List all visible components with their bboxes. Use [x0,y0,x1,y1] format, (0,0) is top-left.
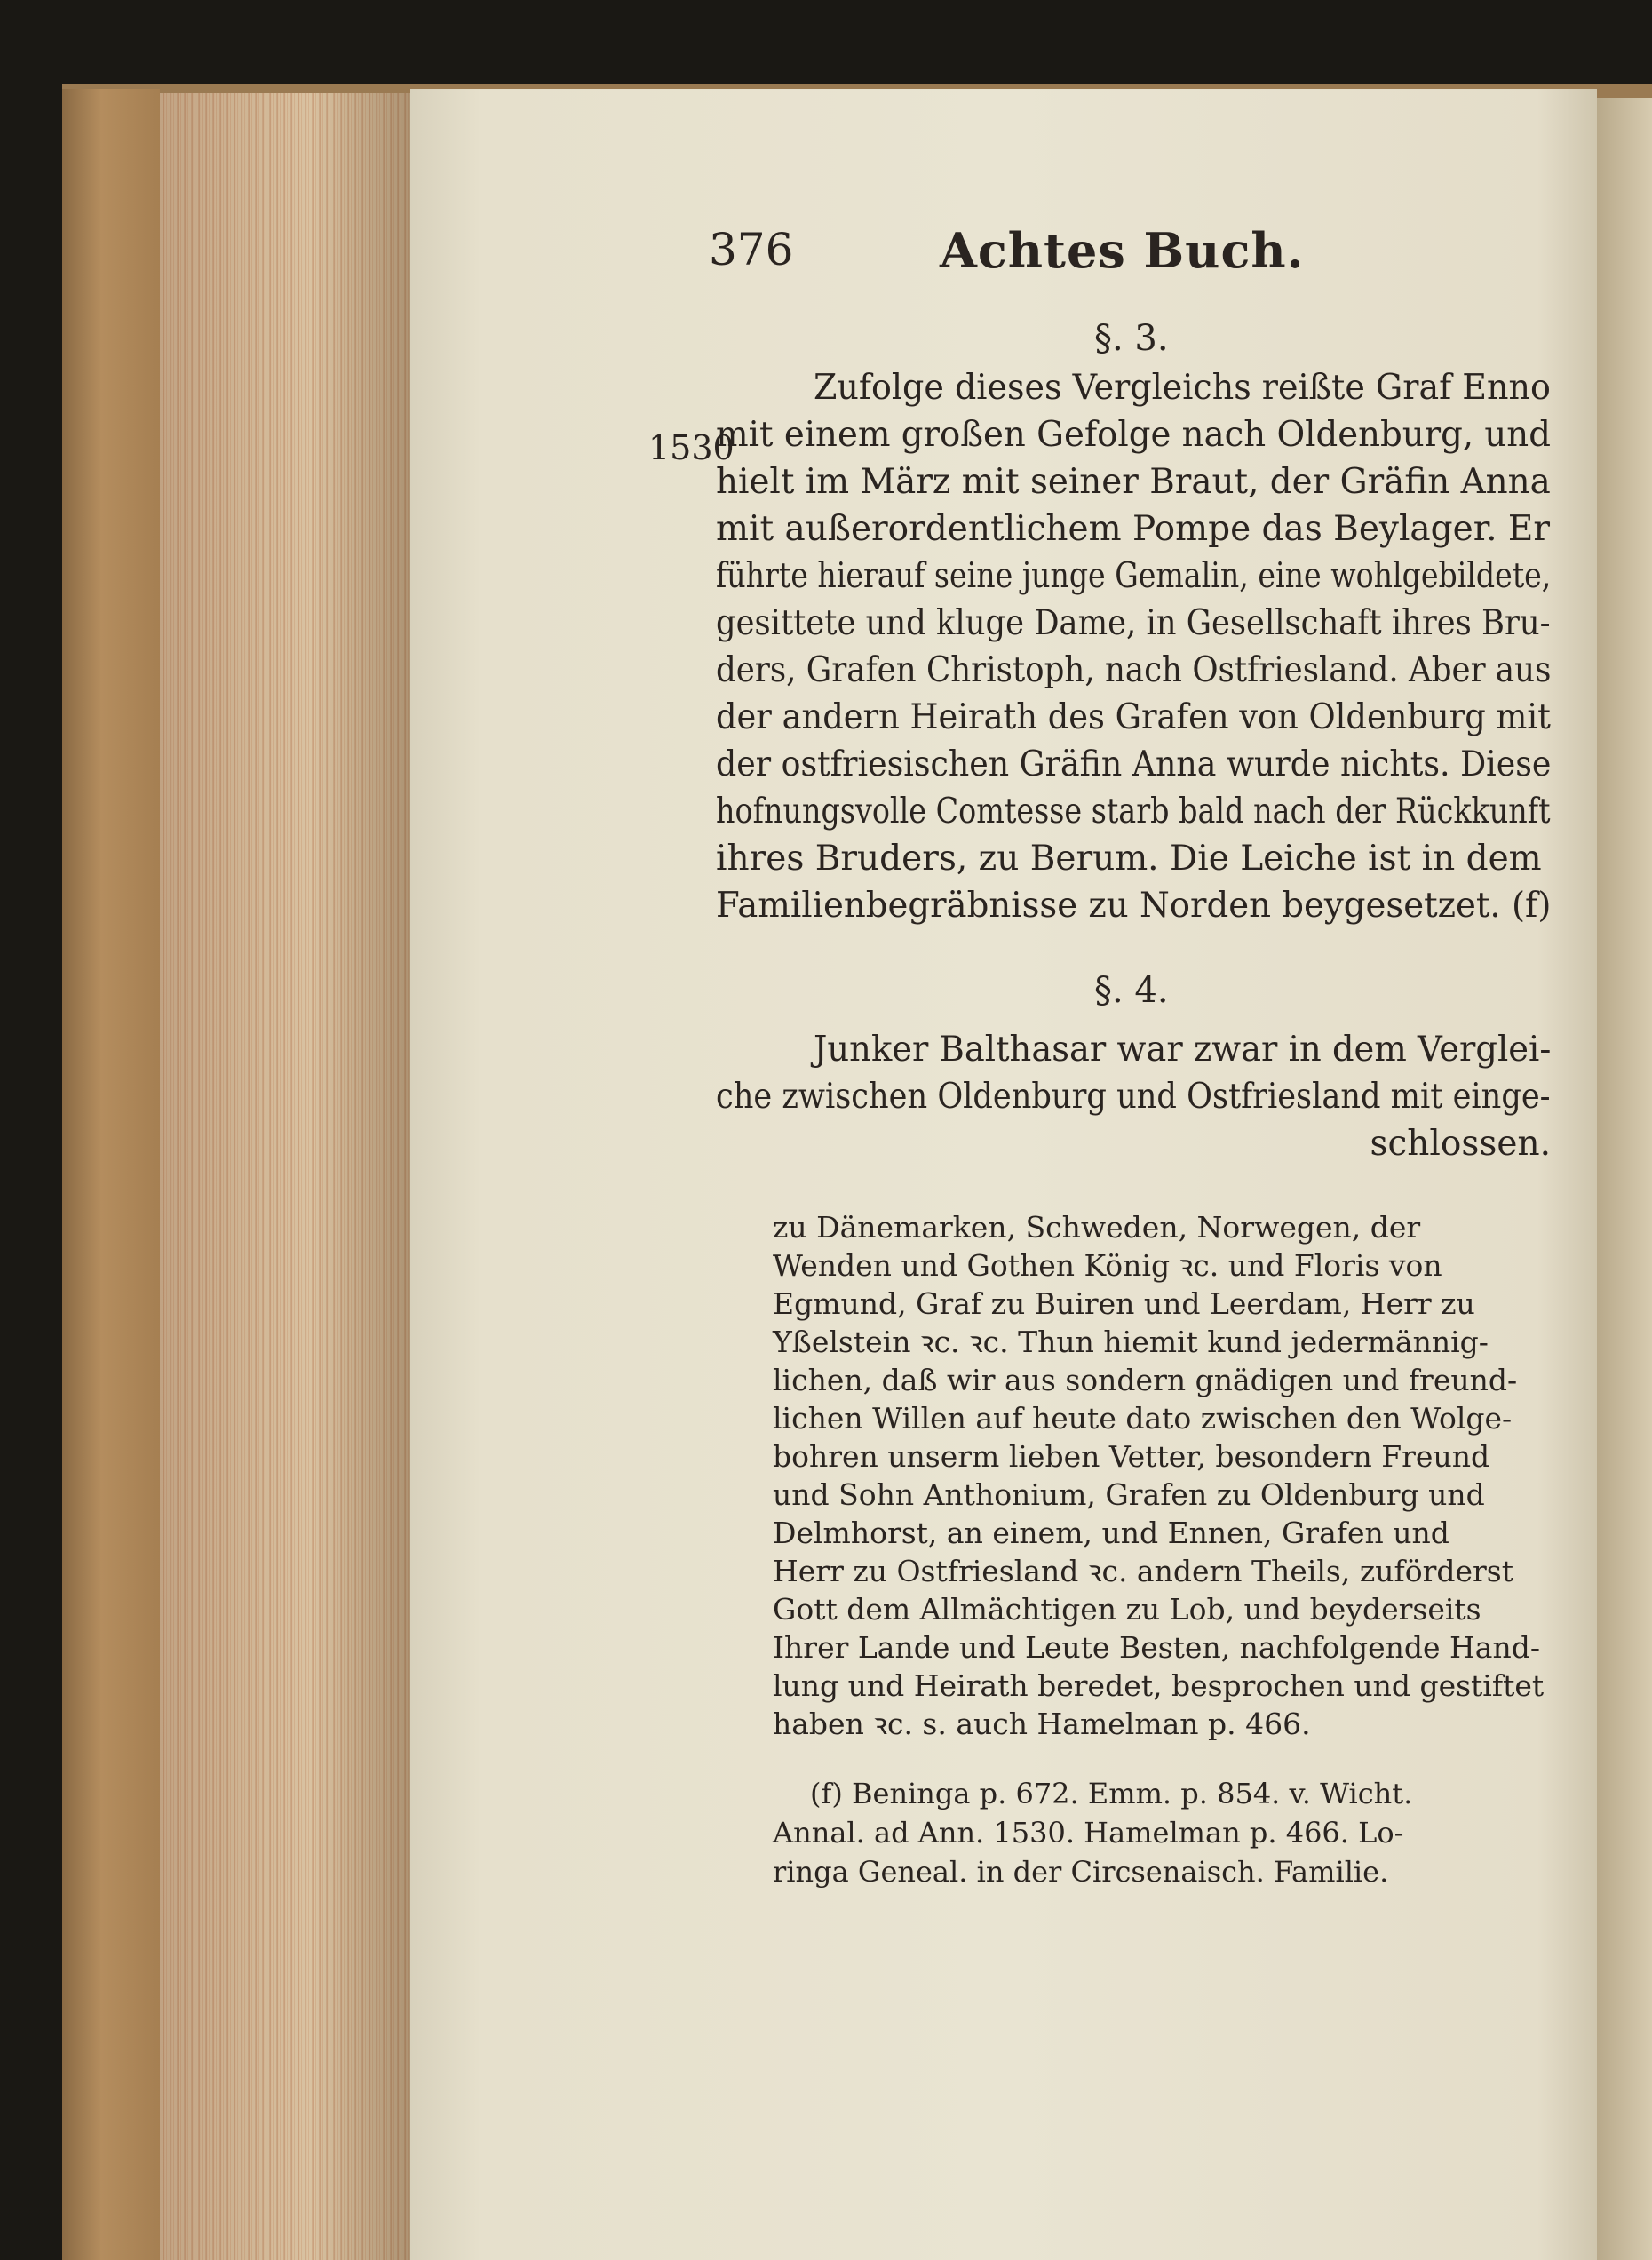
text-line: ders, Grafen Christoph, nach Ostfriesland. Aber aus [716,650,1552,690]
text-line: che zwischen Oldenburg und Ostfriesland mit einge- [716,1077,1551,1117]
text-line: Zufolge dieses Vergleichs reißte Graf Enno [814,368,1551,408]
footnote-f [773,1774,1551,1891]
page-number: 376 [709,224,794,275]
text-line: mit außerordentlichem Pompe das Beylager. Er [716,509,1550,549]
footnote-line: und Sohn Anthonium, Grafen zu Oldenburg und [773,1477,1485,1512]
footnote-line: Ihrer Lande und Leute Besten, nachfolgende Hand- [773,1630,1541,1665]
footnote-line: Annal. ad Ann. 1530. Hamelman p. 466. Lo- [773,1816,1404,1850]
footnote-line: haben ꝛc. s. auch Hamelman p. 466. [773,1707,1311,1741]
text-line: ihres Bruders, zu Berum. Die Leiche ist in dem [716,839,1542,879]
text-line: mit einem großen Gefolge nach Oldenburg, und [716,415,1551,455]
footnote-line: Egmund, Graf zu Buiren und Leerdam, Herr zu [773,1286,1475,1321]
footnote-line: Wenden und Gothen König ꝛc. und Floris von [773,1248,1442,1283]
footnote-line: Delmhorst, an einem, und Ennen, Grafen und [773,1516,1449,1550]
text-line: gesittete und kluge Dame, in Gesellschaft ihres Bru- [716,603,1551,643]
section-4-paragraph [716,1026,1551,1167]
margin-year: 1530 [648,428,735,467]
text-line: schlossen. [1370,1124,1551,1164]
text-line: der andern Heirath des Grafen von Oldenburg mit [716,697,1551,737]
section-3-heading: §. 3. [1094,318,1169,359]
footnote-line: zu Dänemarken, Schweden, Norwegen, der [773,1210,1421,1245]
footnote-line: Herr zu Ostfriesland ꝛc. andern Theils, zuförderst [773,1554,1513,1588]
section-3-paragraph [716,364,1551,929]
page-edges [160,93,410,2260]
footnote-line: (f) Beninga p. 672. Emm. p. 854. v. Wicht. [810,1777,1413,1810]
footnote-line: lichen, daß wir aus sondern gnädigen und freund- [773,1363,1518,1397]
section-4-heading: §. 4. [1094,970,1169,1011]
footnote-line: Gott dem Allmächtigen zu Lob, und beyderseits [773,1592,1481,1627]
next-page-edge [1597,98,1652,2260]
footnote-line: lichen Willen auf heute dato zwischen den Wolge- [773,1401,1513,1436]
running-title: Achtes Buch. [940,222,1305,279]
text-line: der ostfriesischen Gräfin Anna wurde nichts. Diese [716,744,1552,784]
text-line: führte hierauf seine junge Gemalin, eine wohlgebildete, [716,556,1552,596]
footnote-line: ringa Geneal. in der Circsenaisch. Familie. [773,1855,1389,1889]
continued-footnote [773,1208,1551,1743]
footnote-line: bohren unserm lieben Vetter, besondern Freund [773,1439,1490,1474]
text-line: hofnungsvolle Comtesse starb bald nach der Rückkunft [716,792,1551,832]
text-line: hielt im März mit seiner Braut, der Gräfin Anna [716,462,1551,502]
footnote-line: lung und Heirath beredet, besprochen und gestiftet [773,1668,1545,1703]
text-line: Junker Balthasar war zwar in dem Verglei- [814,1030,1552,1070]
book-spine [62,89,160,2260]
text-line: Familienbegräbnisse zu Norden beygesetzet. (f) [716,886,1552,926]
footnote-line: Yßelstein ꝛc. ꝛc. Thun hiemit kund jedermännig- [773,1325,1489,1359]
